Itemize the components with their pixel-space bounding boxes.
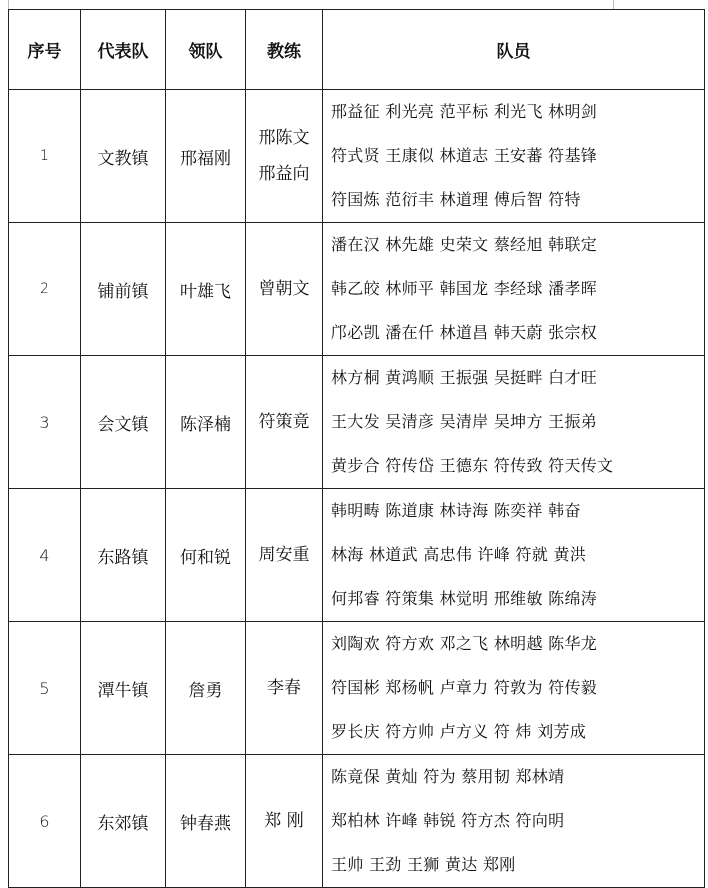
header-members: 队员 [323,10,705,90]
header-row [9,10,705,90]
members-line: 何邦睿 符策集 林觉明 邢维敏 陈绵涛 [331,589,598,608]
team-coach [246,90,323,223]
row-number: 6 [9,755,81,888]
team-members [323,755,705,888]
team-name: 铺前镇 [81,223,166,356]
coach-name: 郑 刚 [264,811,304,831]
coach-name: 曾朝文 [258,279,310,299]
header-number: 序号 [9,10,81,90]
team-members [323,622,705,755]
members-line: 符国彬 郑杨帆 卢章力 符敦为 符传毅 [331,678,598,697]
team-name: 潭牛镇 [81,622,166,755]
header-leader: 领队 [166,10,246,90]
team-coach [246,223,323,356]
coach-name: 符策竟 [258,412,310,432]
team-leader: 詹勇 [166,622,246,755]
table-row [9,223,705,356]
team-coach [246,356,323,489]
team-roster-table [8,9,705,888]
members-line: 邝必凯 潘在仟 林道昌 韩天蔚 张宗权 [331,323,598,342]
members-line: 林海 林道武 高忠伟 许峰 符就 黄洪 [331,545,587,564]
table-row [9,90,705,223]
row-number: 4 [9,489,81,622]
header-team: 代表队 [81,10,166,90]
members-line: 林方桐 黄鸿顺 王振强 吴挺畔 白才旺 [331,368,598,387]
coach-name: 邢益向 [258,164,310,184]
header-coach: 教练 [246,10,323,90]
team-coach [246,755,323,888]
table-row [9,755,705,888]
members-line: 王帅 王劲 王狮 黄达 郑刚 [331,855,516,874]
team-coach [246,622,323,755]
team-name: 文教镇 [81,90,166,223]
coach-name: 周安重 [258,545,310,565]
members-line: 邢益征 利光亮 范平标 利光飞 林明剑 [331,102,598,121]
team-name: 东郊镇 [81,755,166,888]
members-line: 符国炼 范衍丰 林道理 傅后智 符特 [331,190,581,209]
row-number: 5 [9,622,81,755]
team-leader: 叶雄飞 [166,223,246,356]
members-line: 郑柏林 许峰 韩锐 符方杰 符向明 [331,811,565,830]
members-line: 陈竟保 黄灿 符为 蔡用韧 郑林靖 [331,767,565,786]
members-line: 刘陶欢 符方欢 邓之飞 林明越 陈华龙 [331,634,598,653]
team-members [323,489,705,622]
table-row [9,489,705,622]
members-line: 韩乙皎 林师平 韩国龙 李经球 潘孝晖 [331,279,598,298]
row-number: 2 [9,223,81,356]
team-members [323,356,705,489]
coach-name: 邢陈文 [258,128,310,148]
team-members [323,90,705,223]
team-members [323,223,705,356]
team-leader: 何和锐 [166,489,246,622]
table-row [9,622,705,755]
team-leader: 钟春燕 [166,755,246,888]
table-row [9,356,705,489]
members-line: 罗长庆 符方帅 卢方义 符 炜 刘芳成 [331,722,587,741]
team-coach [246,489,323,622]
members-line: 符式贤 王康似 林道志 王安蕃 符基锋 [331,146,598,165]
team-name: 东路镇 [81,489,166,622]
row-number: 1 [9,90,81,223]
team-leader: 陈泽楠 [166,356,246,489]
coach-name: 李春 [267,678,301,698]
members-line: 韩明畴 陈道康 林诗海 陈奕祥 韩奋 [331,501,581,520]
members-line: 黄步合 符传岱 王德东 符传致 符天传文 [331,456,614,475]
members-line: 潘在汉 林先雄 史荣文 蔡经旭 韩联定 [331,235,598,254]
row-number: 3 [9,356,81,489]
members-line: 王大发 吴清彦 吴清岸 吴坤方 王振弟 [331,412,598,431]
team-leader: 邢福刚 [166,90,246,223]
team-name: 会文镇 [81,356,166,489]
